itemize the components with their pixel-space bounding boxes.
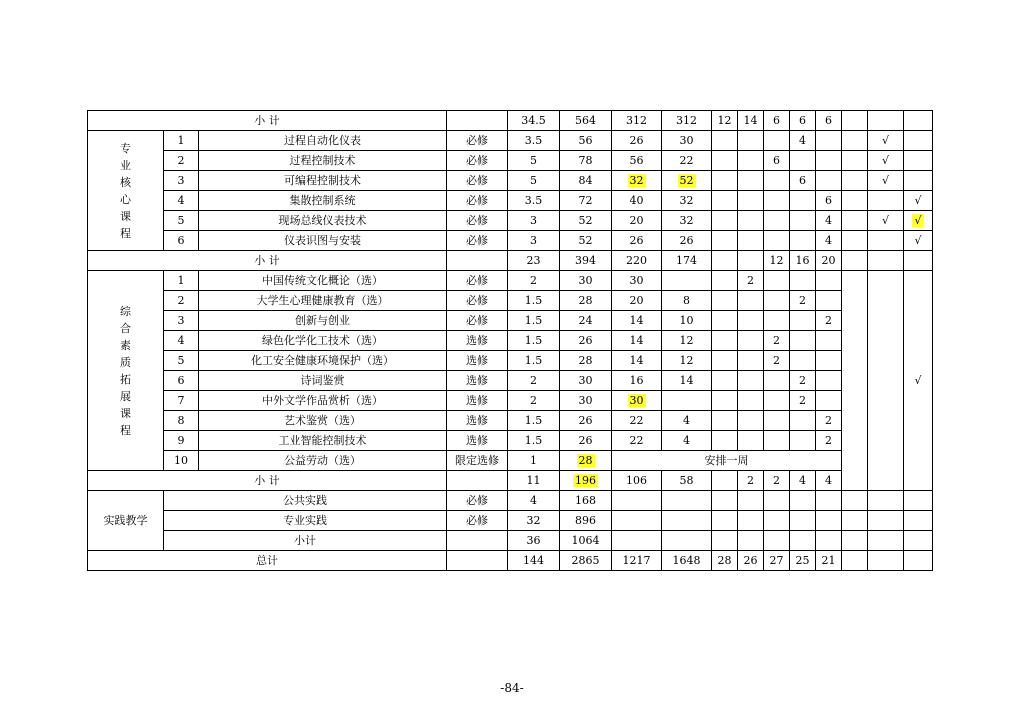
course-name: 过程自动化仪表 (199, 131, 447, 151)
course-name: 集散控制系统 (199, 191, 447, 211)
course-name: 可编程控制技术 (199, 171, 447, 191)
page-number: -84- (500, 681, 524, 695)
course-name: 工业智能控制技术 (199, 431, 447, 451)
check-mark: √ (904, 191, 933, 211)
table-row: 5 化工安全健康环境保护（选） 选修 1.5 28 14 12 2 (88, 351, 933, 371)
course-name: 诗词鉴赏 (199, 371, 447, 391)
table-row: 专业实践 必修 32 896 (88, 511, 933, 531)
highlighted-value: 196 (575, 474, 596, 487)
grand-total-label: 总计 (88, 551, 447, 571)
table-row: 4 集散控制系统 必修 3.5 72 40 32 6 √ (88, 191, 933, 211)
check-mark: √ (868, 151, 904, 171)
table-row: 小 计 34.5 564 312 312 12 14 6 6 6 (88, 111, 933, 131)
table-row: 2 大学生心理健康教育（选） 必修 1.5 28 20 8 2 (88, 291, 933, 311)
table-row: 5 现场总线仪表技术 必修 3 52 20 32 4 √ √ (88, 211, 933, 231)
table-row: 8 艺术鉴赏（选） 选修 1.5 26 22 4 2 (88, 411, 933, 431)
course-name: 绿色化学化工技术（选） (199, 331, 447, 351)
table-row: 3 可编程控制技术 必修 5 84 32 52 6 √ (88, 171, 933, 191)
table-row: 实践教学 公共实践 必修 4 168 (88, 491, 933, 511)
course-name: 仪表识图与安装 (199, 231, 447, 251)
course-name: 公益劳动（选） (199, 451, 447, 471)
subtotal-label: 小 计 (88, 111, 447, 131)
category-practice-teaching: 实践教学 (88, 491, 164, 551)
subtotal-label: 小计 (164, 531, 447, 551)
schedule-note: 安排一周 (612, 451, 842, 471)
check-mark: √ (868, 131, 904, 151)
course-name: 公共实践 (164, 491, 447, 511)
course-name: 化工安全健康环境保护（选） (199, 351, 447, 371)
highlighted-value: 30 (629, 394, 644, 407)
table-row: 6 诗词鉴赏 选修 2 30 16 14 2 (88, 371, 933, 391)
table-row: 综 合 素 质 拓 展 课 程 1 中国传统文化概论（选） 必修 2 30 30 2 √ (88, 271, 933, 291)
table-row: 专 业 核 心 课 程 1 过程自动化仪表 必修 3.5 56 26 30 4 √ (88, 131, 933, 151)
curriculum-table (87, 110, 933, 571)
table-row: 4 绿色化学化工技术（选） 选修 1.5 26 14 12 2 (88, 331, 933, 351)
table-row: 7 中外文学作品赏析（选） 选修 2 30 30 2 (88, 391, 933, 411)
table-row: 3 创新与创业 必修 1.5 24 14 10 2 (88, 311, 933, 331)
category-quality-courses: 综 合 素 质 拓 展 课 程 (88, 271, 164, 471)
table-row: 小 计 23 394 220 174 12 16 20 (88, 251, 933, 271)
check-mark: √ (904, 231, 933, 251)
table-row: 总计 144 2865 1217 1648 28 26 27 25 21 (88, 551, 933, 571)
highlighted-check-mark: √ (914, 214, 922, 227)
category-core-courses: 专 业 核 心 课 程 (88, 131, 164, 251)
table-row: 小 计 11 196 106 58 2 2 4 4 (88, 471, 933, 491)
table-row: 小计 36 1064 (88, 531, 933, 551)
subtotal-label: 小 计 (88, 251, 447, 271)
course-name: 现场总线仪表技术 (199, 211, 447, 231)
check-mark: √ (904, 271, 933, 491)
table-row: 10 公益劳动（选） 限定选修 1 28 安排一周 (88, 451, 933, 471)
highlighted-value: 52 (679, 174, 694, 187)
course-name: 专业实践 (164, 511, 447, 531)
course-name: 艺术鉴赏（选） (199, 411, 447, 431)
subtotal-label: 小 计 (88, 471, 447, 491)
check-mark: √ (868, 171, 904, 191)
course-name: 中外文学作品赏析（选） (199, 391, 447, 411)
highlighted-value: 32 (629, 174, 644, 187)
table-row: 6 仪表识图与安装 必修 3 52 26 26 4 √ (88, 231, 933, 251)
course-name: 中国传统文化概论（选） (199, 271, 447, 291)
check-mark: √ (868, 211, 904, 231)
table-row: 9 工业智能控制技术 选修 1.5 26 22 4 2 (88, 431, 933, 451)
course-name: 创新与创业 (199, 311, 447, 331)
course-name: 过程控制技术 (199, 151, 447, 171)
table-row: 2 过程控制技术 必修 5 78 56 22 6 √ (88, 151, 933, 171)
course-name: 大学生心理健康教育（选） (199, 291, 447, 311)
highlighted-value: 28 (578, 454, 593, 467)
